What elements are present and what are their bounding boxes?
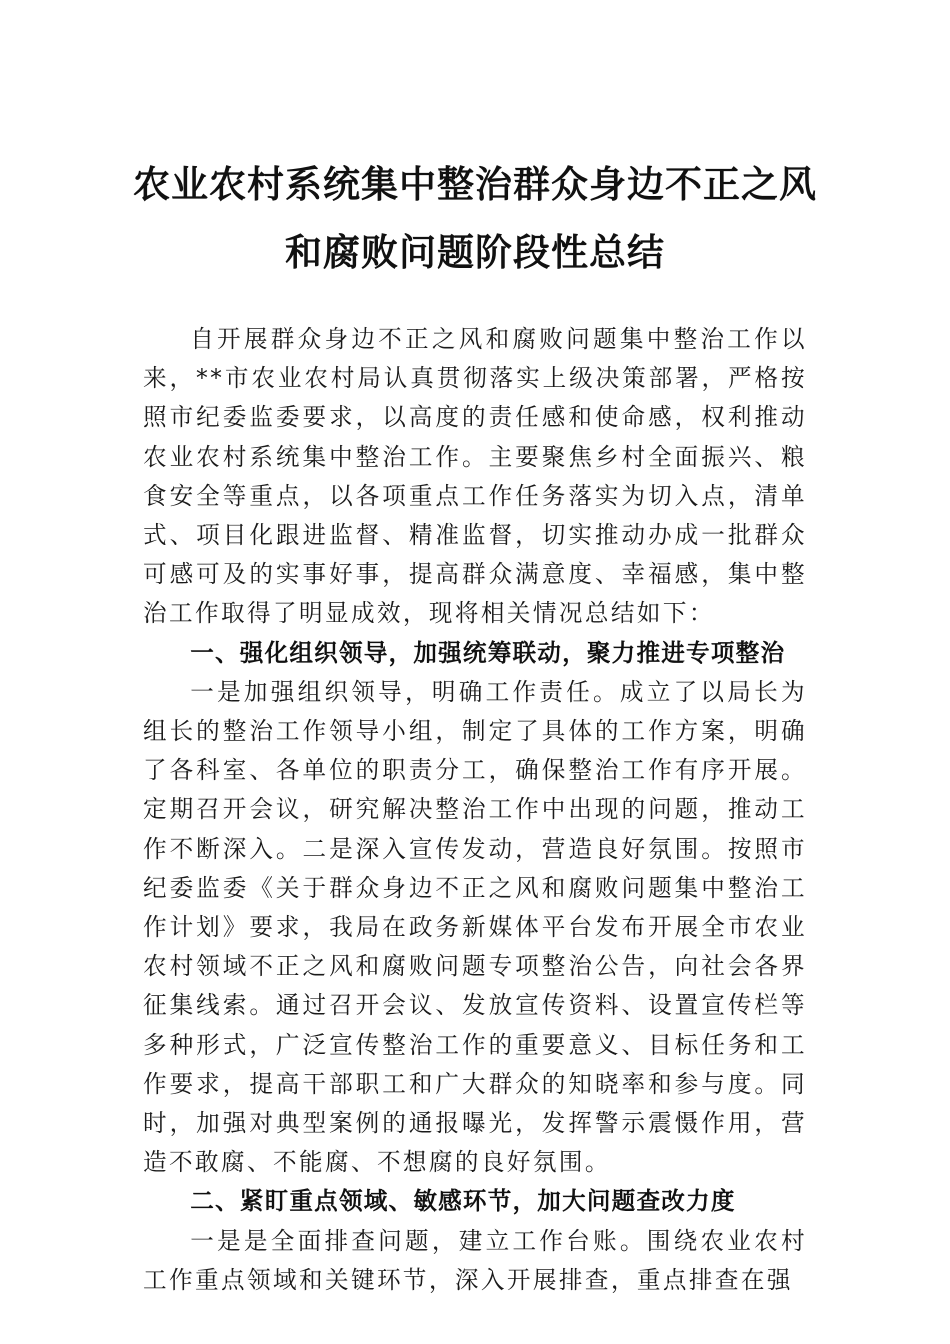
document-title-line-1: 农业农村系统集中整治群众身边不正之风 [133,162,817,206]
document-body [143,320,807,1300]
section-1-paragraph: 一是加强组织领导，明确工作责任。成立了以局长为组长的整治工作领导小组，制定了具体的工作方案，明确了各科室、各单位的职责分工，确保整治工作有序开展。定期召开会议，研究解决整治工作中出现的问题，推动工作不断深入。二是深入宣传发动，营造良好氛围。按照市纪委监委《关于群众身边不正之风和腐败问题集中整治工作计划》要求，我局在政务新媒体平台发布开展全市农业农村领域不正之风和腐败问题专项整治公告，向社会各界征集线索。通过召开会议、发放宣传资料、设置宣传栏等多种形式，广泛宣传整治工作的重要意义、目标任务和工作要求，提高干部职工和广大群众的知晓率和参与度。同时，加强对典型案例的通报曝光，发挥警示震慑作用，营造不敢腐、不能腐、不想腐的良好氛围。 [143,677,807,1177]
document-title-line-2: 和腐败问题阶段性总结 [285,230,665,274]
section-2-paragraph: 一是是全面排查问题，建立工作台账。围绕农业农村工作重点领域和关键环节，深入开展排查，重点排查在强 [143,1226,807,1294]
section-1-heading: 一、强化组织领导，加强统筹联动，聚力推进专项整治 [190,638,786,667]
section-2-heading: 二、紧盯重点领域、敏感环节，加大问题查改力度 [190,1187,736,1216]
intro-paragraph: 自开展群众身边不正之风和腐败问题集中整治工作以来，**市农业农村局认真贯彻落实上级决策部署，严格按照市纪委监委要求，以高度的责任感和使命感，权利推动农业农村系统集中整治工作。主要聚焦乡村全面振兴、粮食安全等重点，以各项重点工作任务落实为切入点，清单式、项目化跟进监督、精准监督，切实推动办成一批群众可感可及的实事好事，提高群众满意度、幸福感，集中整治工作取得了明显成效，现将相关情况总结如下： [143,325,807,628]
